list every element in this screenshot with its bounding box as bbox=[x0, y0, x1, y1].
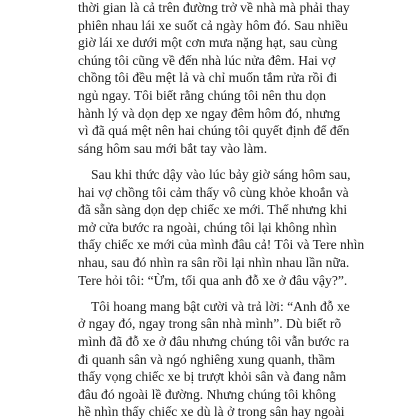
text-line: Tere hỏi tôi: “Ừm, tối qua anh đỗ xe ở đâu vậy?”. bbox=[78, 272, 348, 288]
text-line: mình đã đỗ xe ở đâu nhưng chúng tôi vẫn bước ra bbox=[78, 334, 350, 349]
text-line: nhau, sau đó nhìn ra sân rồi lại nhìn nhau lần nữa. bbox=[78, 255, 350, 270]
text-line: thời gian là cả trên đường trở về nhà mà phải thay bbox=[78, 0, 350, 15]
text-line: Sau khi thức dậy vào lúc bảy giờ sáng hôm sau, bbox=[91, 167, 351, 182]
text-line: mở cửa bước ra ngoài, chúng tôi lại không nhìn bbox=[78, 219, 337, 235]
text-line: đâu đó ngoài lề đường. Nhưng chúng tôi không bbox=[78, 386, 336, 402]
text-line: đã sẵn sàng dọn dẹp chiếc xe mới. Thế nhưng khi bbox=[78, 202, 348, 218]
text-line: vì đã quá mệt nên hai chúng tôi quyết định để đến bbox=[78, 123, 350, 139]
text-line: thấy chiếc xe mới của mình đâu cả! Tôi và Tere nhìn bbox=[78, 237, 365, 253]
text-line: giờ lái xe dưới một cơn mưa nặng hạt, sau cùng bbox=[78, 35, 338, 51]
text-line: ngủ ngay. Tôi biết rằng chúng tôi nên thu dọn bbox=[78, 88, 327, 103]
text-line: hai vợ chồng tôi cảm thấy vô cùng khỏe khoắn và bbox=[78, 184, 349, 200]
text-line: thấy vọng chiếc xe bị trượt khỏi sân và đang nằm bbox=[78, 369, 347, 385]
text-line: chúng tôi cũng về đến nhà lúc nửa đêm. Hai vợ bbox=[78, 52, 336, 68]
text-line: hành lý và dọn dẹp xe ngay đêm hôm đó, nhưng bbox=[78, 105, 341, 121]
text-line: Tôi hoang mang bật cười và trả lời: “Anh đỗ xe bbox=[91, 298, 350, 314]
text-line: đi quanh sân và ngó nghiêng xung quanh, thầm bbox=[78, 351, 336, 367]
text-line: ở ngay đó, ngay trong sân nhà mình”. Dù biết rõ bbox=[78, 316, 342, 332]
text-line: sáng hôm sau mới bắt tay vào làm. bbox=[78, 140, 268, 156]
text-line: chồng tôi đều mệt lả và chỉ muốn tắm rửa rồi đi bbox=[78, 70, 338, 86]
text-line: phiên nhau lái xe suốt cả ngày hôm đó. Sau nhiều bbox=[78, 17, 348, 33]
text-line: hề nhìn thấy chiếc xe dù là ở trong sân hay ngoài bbox=[78, 404, 345, 420]
